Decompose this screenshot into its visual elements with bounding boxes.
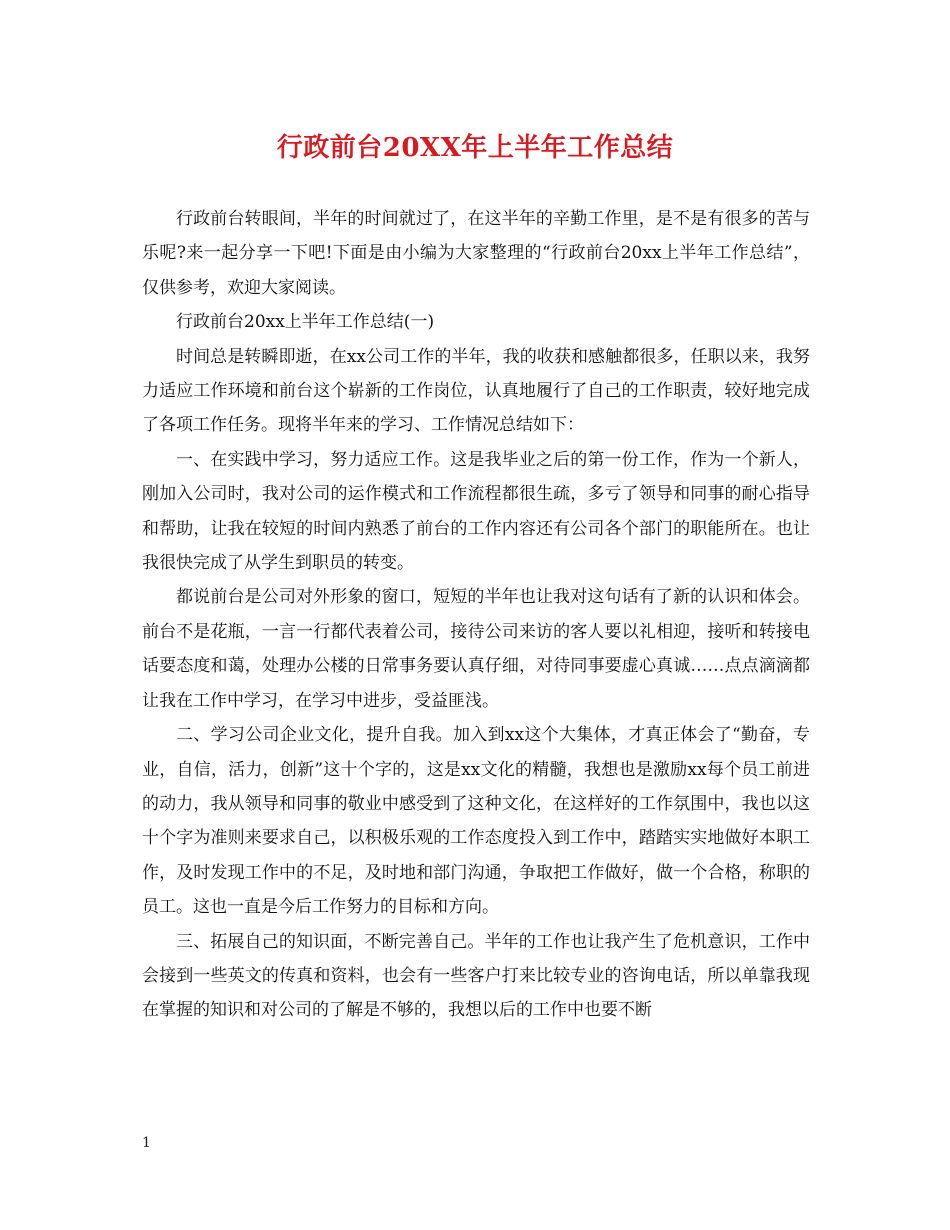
paragraph: 时间总是转瞬即逝，在xx公司工作的半年，我的收获和感触都很多，任职以来，我努力适应工作环境和前台这个崭新的工作岗位，认真地履行了自己的工作职责，较好地完成了各项工作任务。现将半年来的学习、工作情况总结如下： [142,346,810,436]
paragraph: 三、拓展自己的知识面，不断完善自己。半年的工作也让我产生了危机意识，工作中会接到一些英文的传真和资料，也会有一些客户打来比较专业的咨询电话，所以单靠我现在掌握的知识和对公司的了解是不够的，我想以后的工作中也要不断 [142,931,810,1021]
page-number: 1 [142,1135,151,1151]
paragraph-intro: 行政前台转眼间，半年的时间就过了，在这半年的辛勤工作里，是不是有很多的苦与乐呢?来一起分享一下吧!下面是由小编为大家整理的“行政前台20xx上半年工作总结”，仅供参考，欢迎大家阅读。 [142,209,810,298]
paragraph: 一、在实践中学习，努力适应工作。这是我毕业之后的第一份工作，作为一个新人，刚加入公司时，我对公司的运作模式和工作流程都很生疏，多亏了领导和同事的耐心指导和帮助，让我在较短的时间内熟悉了前台的工作内容还有公司各个部门的职能所在。也让我很快完成了从学生到职员的转变。 [142,449,810,574]
paragraph: 都说前台是公司对外形象的窗口，短短的半年也让我对这句话有了新的认识和体会。前台不是花瓶，一言一行都代表着公司，接待公司来访的客人要以礼相迎，接听和转接电话要态度和蔼，处理办公楼的日常事务要认真仔细，对待同事要虚心真诚……点点滴滴都让我在工作中学习，在学习中进步，受益匪浅。 [142,587,810,711]
document-title: 行政前台20XX年上半年工作总结 [276,133,674,163]
document-body [142,202,810,1028]
section-heading: 行政前台20xx上半年工作总结(一) [176,312,435,333]
paragraph: 二、学习公司企业文化，提升自我。加入到xx这个大集体，才真正体会了“勤奋，专业，自信，活力，创新”这十个字的，这是xx文化的精髓，我想也是激励xx每个员工前进的动力，我从领导和同事的敬业中感受到了这种文化，在这样好的工作氛围中，我也以这十个字为准则来要求自己，以积极乐观的工作态度投入到工作中，踏踏实实地做好本职工作，及时发现工作中的不足，及时地和部门沟通，争取把工作做好，做一个合格，称职的员工。这也一直是今后工作努力的目标和方向。 [142,725,810,918]
